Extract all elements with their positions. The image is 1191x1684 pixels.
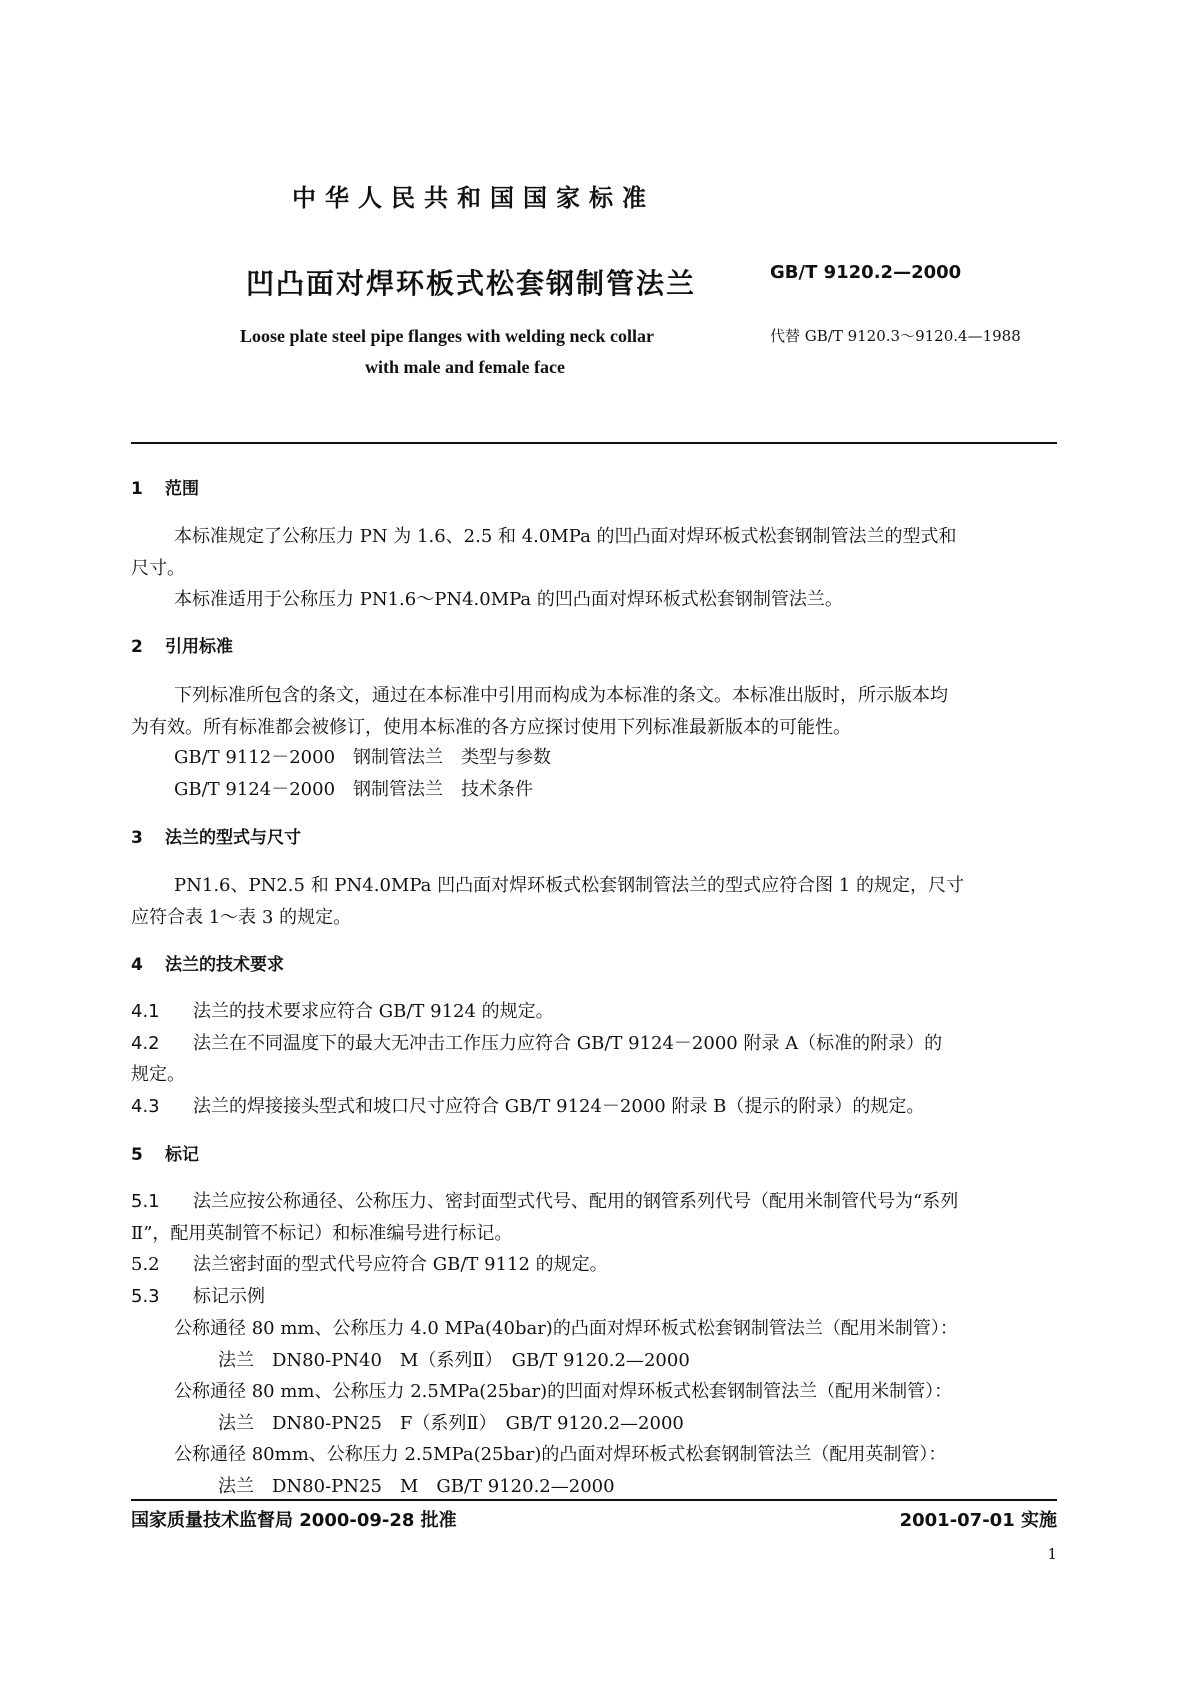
clause-number: 4.1 (131, 1001, 160, 1022)
clause-4-2 (131, 1029, 942, 1055)
section-number: 3 (131, 828, 143, 848)
s1-paragraph-1-line-1: 本标准规定了公称压力 PN 为 1.6、2.5 和 4.0MPa 的凹凸面对焊环板式松套钢制管法兰的型式和 (174, 526, 957, 547)
section-number: 2 (131, 637, 143, 657)
page-number: 1 (1047, 1545, 1057, 1563)
example-1-marking: 法兰 DN80-PN40 M（系列Ⅱ） GB/T 9120.2—2000 (218, 1350, 690, 1371)
clause-5-1-line-2: Ⅱ”，配用英制管不标记）和标准编号进行标记。 (131, 1223, 513, 1244)
replaces-note: 代替 GB/T 9120.3～9120.4—1988 (770, 327, 1021, 345)
clause-4-2-line-2: 规定。 (131, 1064, 185, 1085)
s2-paragraph-line-2: 为有效。所有标准都会被修订，使用本标准的各方应探讨使用下列标准最新版本的可能性。 (131, 717, 851, 738)
section-title: 引用标准 (165, 637, 233, 657)
section-number: 5 (131, 1145, 143, 1165)
example-2-description: 公称通径 80 mm、公称压力 2.5MPa(25bar)的凹面对焊环板式松套钢制管法兰（配用米制管）： (174, 1381, 953, 1402)
clause-text: 法兰应按公称通径、公称压力、密封面型式代号、配用的钢管系列代号（配用米制管代号为“系列 (193, 1191, 959, 1212)
clause-number: 5.1 (131, 1191, 160, 1212)
clause-number: 4.2 (131, 1033, 160, 1054)
english-title-line-2: with male and female face (365, 357, 565, 377)
normative-reference-1: GB/T 9112－2000 钢制管法兰 类型与参数 (174, 747, 552, 768)
section-title: 标记 (165, 1145, 199, 1165)
clause-5-1 (131, 1187, 958, 1213)
clause-number: 5.2 (131, 1254, 160, 1275)
section-title: 法兰的技术要求 (165, 955, 284, 975)
clause-text: 法兰的焊接接头型式和坡口尺寸应符合 GB/T 9124－2000 附录 B（提示的附录）的规定。 (193, 1096, 925, 1117)
clause-4-3 (131, 1092, 924, 1118)
clause-number: 5.3 (131, 1286, 160, 1307)
s2-paragraph-line-1: 下列标准所包含的条文，通过在本标准中引用而构成为本标准的条文。本标准出版时，所示版本均 (174, 685, 948, 706)
document-title: 凹凸面对焊环板式松套钢制管法兰 (246, 267, 697, 300)
national-standard-heading: 中华人民共和国国家标准 (292, 184, 655, 212)
s1-paragraph-2: 本标准适用于公称压力 PN1.6～PN4.0MPa 的凹凸面对焊环板式松套钢制管法兰。 (174, 589, 843, 610)
section-4-heading (131, 950, 284, 975)
section-number: 1 (131, 479, 143, 499)
english-title-line-1: Loose plate steel pipe flanges with welding neck collar (240, 326, 654, 346)
s3-paragraph-line-2: 应符合表 1～表 3 的规定。 (131, 907, 352, 928)
clause-text: 标记示例 (193, 1286, 265, 1307)
s3-paragraph-line-1: PN1.6、PN2.5 和 PN4.0MPa 凹凸面对焊环板式松套钢制管法兰的型式应符合图 1 的规定，尺寸 (174, 875, 964, 896)
section-5-heading (131, 1140, 199, 1165)
section-2-heading (131, 632, 233, 657)
example-3-description: 公称通径 80mm、公称压力 2.5MPa(25bar)的凸面对焊环板式松套钢制管法兰（配用英制管）： (174, 1444, 947, 1465)
section-number: 4 (131, 955, 143, 975)
clause-text: 法兰在不同温度下的最大无冲击工作压力应符合 GB/T 9124－2000 附录 A（标准的附录）的 (193, 1033, 943, 1054)
effective-date: 2001-07-01 实施 (899, 1510, 1057, 1531)
example-2-marking: 法兰 DN80-PN25 F（系列Ⅱ） GB/T 9120.2—2000 (218, 1413, 684, 1434)
header-divider (131, 442, 1057, 444)
clause-text: 法兰密封面的型式代号应符合 GB/T 9112 的规定。 (193, 1254, 608, 1275)
section-title: 法兰的型式与尺寸 (165, 828, 301, 848)
s1-paragraph-1-line-2: 尺寸。 (131, 558, 185, 579)
example-3-marking: 法兰 DN80-PN25 M GB/T 9120.2—2000 (218, 1476, 615, 1497)
clause-5-2 (131, 1250, 608, 1276)
clause-text: 法兰的技术要求应符合 GB/T 9124 的规定。 (193, 1001, 554, 1022)
standard-number: GB/T 9120.2—2000 (770, 262, 962, 283)
clause-number: 4.3 (131, 1096, 160, 1117)
section-3-heading (131, 823, 301, 848)
approval-note: 国家质量技术监督局 2000-09-28 批准 (131, 1510, 457, 1531)
section-1-heading (131, 474, 199, 499)
example-1-description: 公称通径 80 mm、公称压力 4.0 MPa(40bar)的凸面对焊环板式松套钢制管法兰（配用米制管）： (174, 1318, 958, 1339)
clause-5-3 (131, 1282, 265, 1308)
normative-reference-2: GB/T 9124－2000 钢制管法兰 技术条件 (174, 779, 534, 800)
section-title: 范围 (165, 479, 199, 499)
footer-divider (131, 1499, 1057, 1501)
clause-4-1 (131, 997, 554, 1023)
